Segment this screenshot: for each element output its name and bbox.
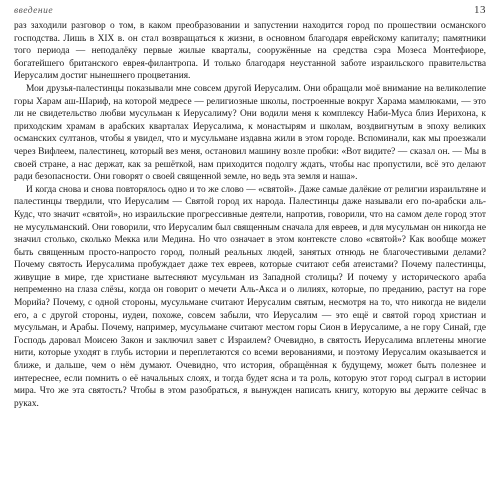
paragraph: И когда снова и снова повторялось одно и то же слово — «святой». Даже самые далёкие от религии израильтяне и палестинцы твердили, что Иерусалим — Святой город их народа. Палестинцы даже называли его по-арабски аль-Кудс, что значит «святой», но израильские прогрессивные деятели, напротив, говорили, что на самом деле город этот не мусульманский. Они говорили, что Иерусалим был священным сначала для евреев, и для мусульман он никогда не значил столько, сколько Мекка или Медина. Но что означает в этом контексте слово «святой»? Как вообще может быть священным просто-напросто город, полный реальных людей, занятых отнюдь не благочестивыми делами? Почему святость Иерусалима пробуждает даже тех евреев, которые считают себя атеистами? Почему палестинцы, живущие в мире, где христиане вытесняют мусульман из Западной столицы? И почему у исторического араба непременно на глаза слёзы, когда он говорит о мечети Аль-Акса и о лилиях, которые, по преданию, растут на горе Морийа? Почему, с одной стороны, мусульмане считают Иерусалим святым, несмотря на то, что никогда не видели его, а с другой стороны, иудеи, похоже, совсем забыли, что Иерусалим — это ещё и святой город христиан и мусульман, и Арабы. Почему, например, мусульмане считают местом горы Сион в Иерусалиме, а не гору Синай, где Господь даровал Моисею Закон и заключил завет с Израилем? Очевидно, в святость Иерусалима вплетены многие нити, которые уходят в глубь истории и переплетаются со всеми верованиями, и поэтому Иерусалим оказывается и ближе, и дальше, чем о нём думают. Очевидно, что история, обращённая к будущему, может быть полезнее и интереснее, если помнить о её начальных слоях, и тогда будет ясна и та роль, которую этот город сыграл в истории мира. Что же эта святость? Чтобы в этом разобраться, я вынужден написать книгу, которую вы держите сейчас в руках.	[14, 184, 486, 409]
paragraph: раз заходили разговор о том, в каком преобразовании и запустении находится город по прошествии османского господства. Лишь в XIX в. он стал возвращаться к жизни, в основном благодаря еврейскому капиталу; памятники того периода — неподалёку первые жилые кварталы, сооружённые на средства сэра Мозеса Монтефиоре, богатейшего британского еврея-филантропа. И только благодаря неустанной заботе израильского правительства Иерусалим достиг нынешнего процветания.	[14, 21, 486, 82]
running-head-section: введение	[14, 6, 54, 16]
paragraph: Мои друзья-палестинцы показывали мне совсем другой Иерусалим. Они обращали моё внимание на великолепие горы Харам аш-Шариф, на которой медресе — религиозные школы, построенные вокруг Харама мамлюками, — это ли не свидетельство любви мусульман к Иерусалиму? Они водили меня к комплексу Наби-Муса близ Иерихона, к приходским храмам в арабских кварталах Иерусалима, к монастырям и школам, воздвигнутым в эпоху великих османских султанов, чтобы я увидел, что и мусульмане издавна жили в этом городе. Вспоминали, как мы проезжали через Вифлеем, палестинец, который вез меня, остановил машину возле пробки: «Вот видите? — сказал он. — Мы в своей стране, а нас держат, как за решёткой, нам приходится подолгу ждать, чтобы нас пропустили, всё это делают ради безопасности. Они говорят о своей священной земле, но ведь эта земля и наша».	[14, 83, 486, 183]
body-text	[14, 20, 486, 410]
running-head	[14, 4, 486, 18]
page-number: 13	[474, 4, 486, 16]
